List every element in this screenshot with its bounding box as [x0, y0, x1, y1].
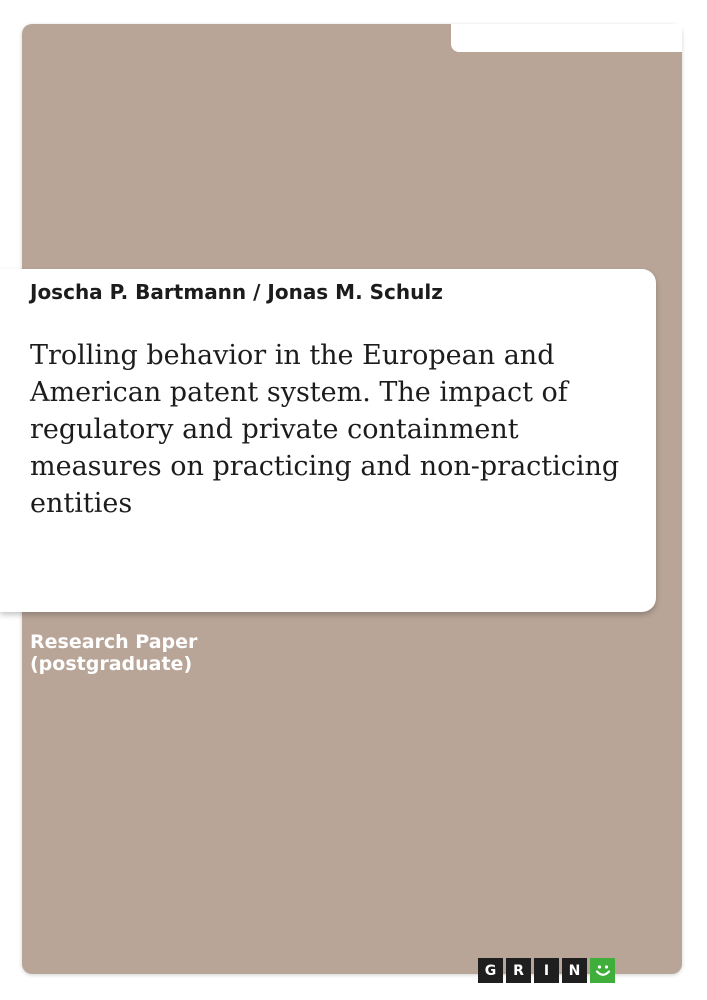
smile-icon — [590, 958, 615, 983]
document-type-line2: (postgraduate) — [30, 653, 193, 675]
grin-publisher-logo — [478, 958, 615, 983]
grin-letter-n: N — [562, 958, 587, 983]
document-type — [30, 631, 197, 675]
book-title: Trolling behavior in the European and American patent system. The impact of regulatory and private containment measures on practicing and non-practicing entities — [30, 340, 620, 519]
cover-tab-notch — [451, 24, 682, 52]
authors: Joscha P. Bartmann / Jonas M. Schulz — [30, 280, 443, 304]
grin-letter-i: I — [534, 958, 559, 983]
document-type-line1: Research Paper — [30, 631, 198, 653]
grin-letter-g: G — [478, 958, 503, 983]
grin-letter-r: R — [506, 958, 531, 983]
